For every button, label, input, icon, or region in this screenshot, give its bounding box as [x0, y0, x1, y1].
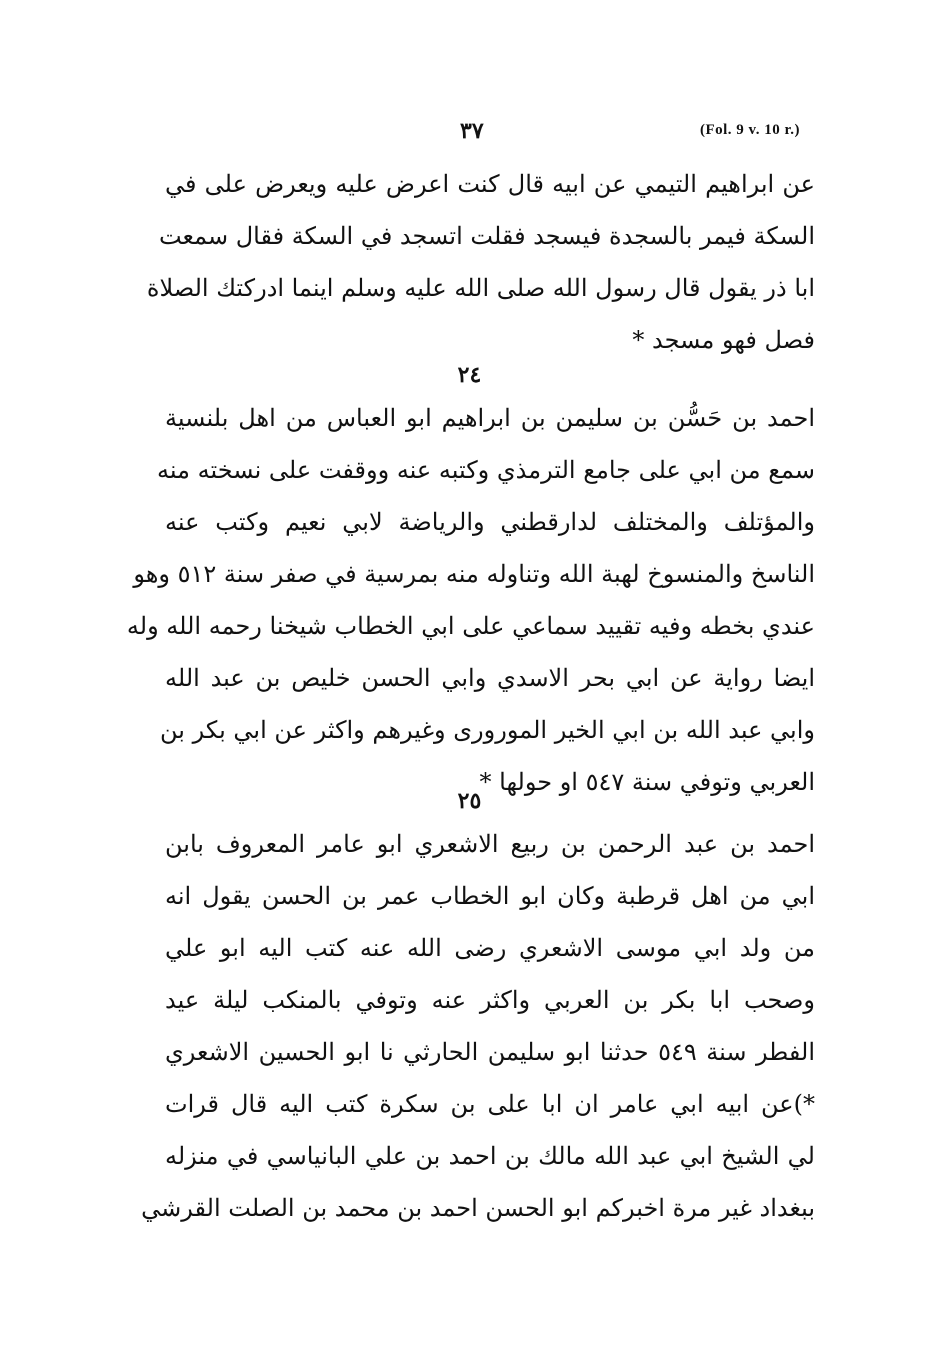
entry-number-24: ٢٤ — [457, 362, 482, 388]
page-number: ٣٧ — [460, 118, 484, 144]
text-line: احمد بن حَسُّن بن سليمن بن ابراهيم ابو العباس من اهل بلنسية — [165, 404, 815, 432]
entry-24-paragraph — [126, 392, 815, 808]
text-line: ببغداد غير مرة اخبركم ابو الحسن احمد بن محمد بن الصلت القرشي — [141, 1194, 815, 1222]
text-line: وابي عبد الله بن ابي الخير المورورى وغيرهم واكثر عن ابي بكر بن — [160, 716, 815, 744]
text-line: سمع من ابي على جامع الترمذي وكتبه عنه ووقفت على نسخته منه — [157, 456, 815, 484]
text-line: عن ابراهيم التيمي عن ابيه قال كنت اعرض عليه ويعرض على في — [165, 170, 815, 198]
intro-paragraph — [146, 158, 815, 366]
entry-25-paragraph — [141, 818, 815, 1234]
text-line: *)عن ابيه ابي عامر ان ابا على بن سكرة كتب اليه قال قرات — [165, 1090, 815, 1118]
folio-reference: (Fol. 9 v. 10 r.) — [699, 122, 800, 138]
text-line: فصل فهو مسجد * — [632, 326, 815, 354]
page-header — [170, 118, 800, 148]
text-line: ابي من اهل قرطبة وكان ابو الخطاب عمر بن الحسن يقول انه — [165, 882, 815, 910]
text-line: احمد بن عبد الرحمن بن ربيع الاشعري ابو عامر المعروف بابن — [165, 830, 815, 858]
text-line: العربي وتوفي سنة ٥٤٧ او حولها * — [479, 768, 815, 796]
text-line: ايضا رواية عن ابي بحر الاسدي وابي الحسن خليص بن عبد الله — [165, 664, 815, 692]
text-line: الناسخ والمنسوخ لهبة الله وتناوله منه بمرسية في صفر سنة ٥١٢ وهو — [133, 560, 815, 588]
text-line: وصحب ابا بكر بن العربي واكثر عنه وتوفي بالمنكب ليلة عيد — [165, 986, 815, 1014]
text-line: عندي بخطه وفيه تقييد سماعي على ابي الخطاب شيخنا رحمه الله وله — [126, 612, 815, 640]
text-line: السكة فيمر بالسجدة فيسجد فقلت اتسجد في السكة فقال سمعت — [158, 222, 815, 250]
text-line: لي الشيخ ابي عبد الله مالك بن احمد بن علي البانياسي في منزله — [165, 1142, 815, 1170]
text-line: ابا ذر يقول قال رسول الله صلى الله عليه وسلم اينما ادركتك الصلاة — [146, 274, 815, 302]
entry-number-25: ٢٥ — [457, 788, 482, 814]
text-line: الفطر سنة ٥٤٩ حدثنا ابو سليمن الحارثي نا ابو الحسين الاشعري — [165, 1038, 815, 1066]
text-line: من ولد ابي موسى الاشعري رضى الله عنه كتب اليه ابو علي — [165, 934, 815, 962]
text-line: والمؤتلف والمختلف لدارقطني والرياضة لابي نعيم وكتب عنه — [165, 508, 815, 536]
